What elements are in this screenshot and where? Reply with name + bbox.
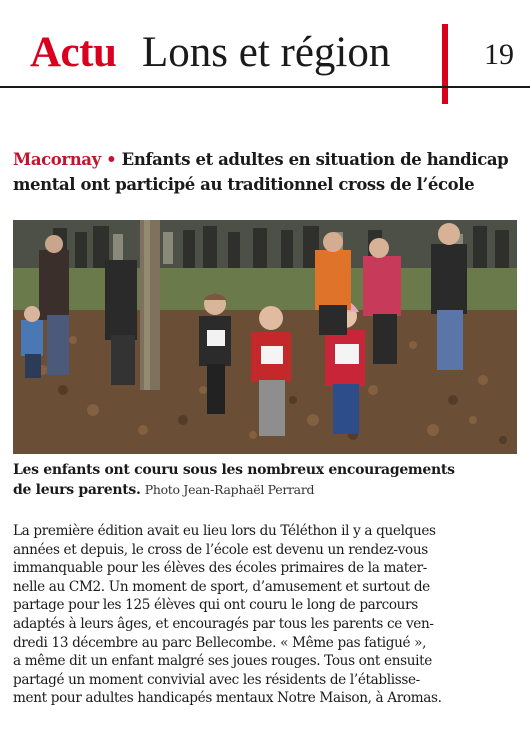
body-line: adaptés à leurs âges, et encouragés par tous les parents ce ven- [13,615,434,632]
caption-line-2: de leurs parents. [13,482,141,498]
body-line: années et depuis, le cross de l’école est devenu un rendez-vous [13,541,428,558]
region-title: Lons et région [142,29,391,76]
body-line: immanquable pour les élèves des écoles primaires de la mater- [13,560,427,577]
photo-credit: Photo Jean-Raphaël Perrard [144,482,315,497]
page-header [0,0,530,104]
body-line: nelle au CM2. Un moment de sport, d’amusement et surtout de [13,578,430,595]
headline-line-2: mental ont participé au traditionnel cross de l’école [13,175,475,194]
header-accent-bar [442,24,448,104]
section-title: Actu [30,29,117,76]
header-rule [0,86,530,88]
body-line: ment pour adultes handicapés mentaux Notre Maison, à Aromas. [13,690,442,707]
article-headline [13,147,525,197]
body-line: La première édition avait eu lieu lors du Téléthon il y a quelques [13,523,436,539]
photo-caption [13,460,523,500]
caption-line-1: Les enfants ont couru sous les nombreux encouragements [13,462,455,478]
article-kicker: Macornay [13,150,101,169]
body-line: partage pour les 125 élèves qui ont couru le long de parcours [13,597,418,614]
kicker-bullet: • [106,150,117,169]
body-line: dredi 13 décembre au parc Bellecombe. « Même pas fatigué », [13,634,427,651]
page-number: 19 [484,38,514,71]
body-line: partagé un moment convivial avec les résidents de l’établisse- [13,671,420,688]
article-body [13,522,527,708]
headline-line-1: Enfants et adultes en situation de handicap [121,150,509,169]
body-line: a même dit un enfant malgré ses joues rouges. Tous ont ensuite [13,653,432,670]
article-photo [13,220,517,454]
